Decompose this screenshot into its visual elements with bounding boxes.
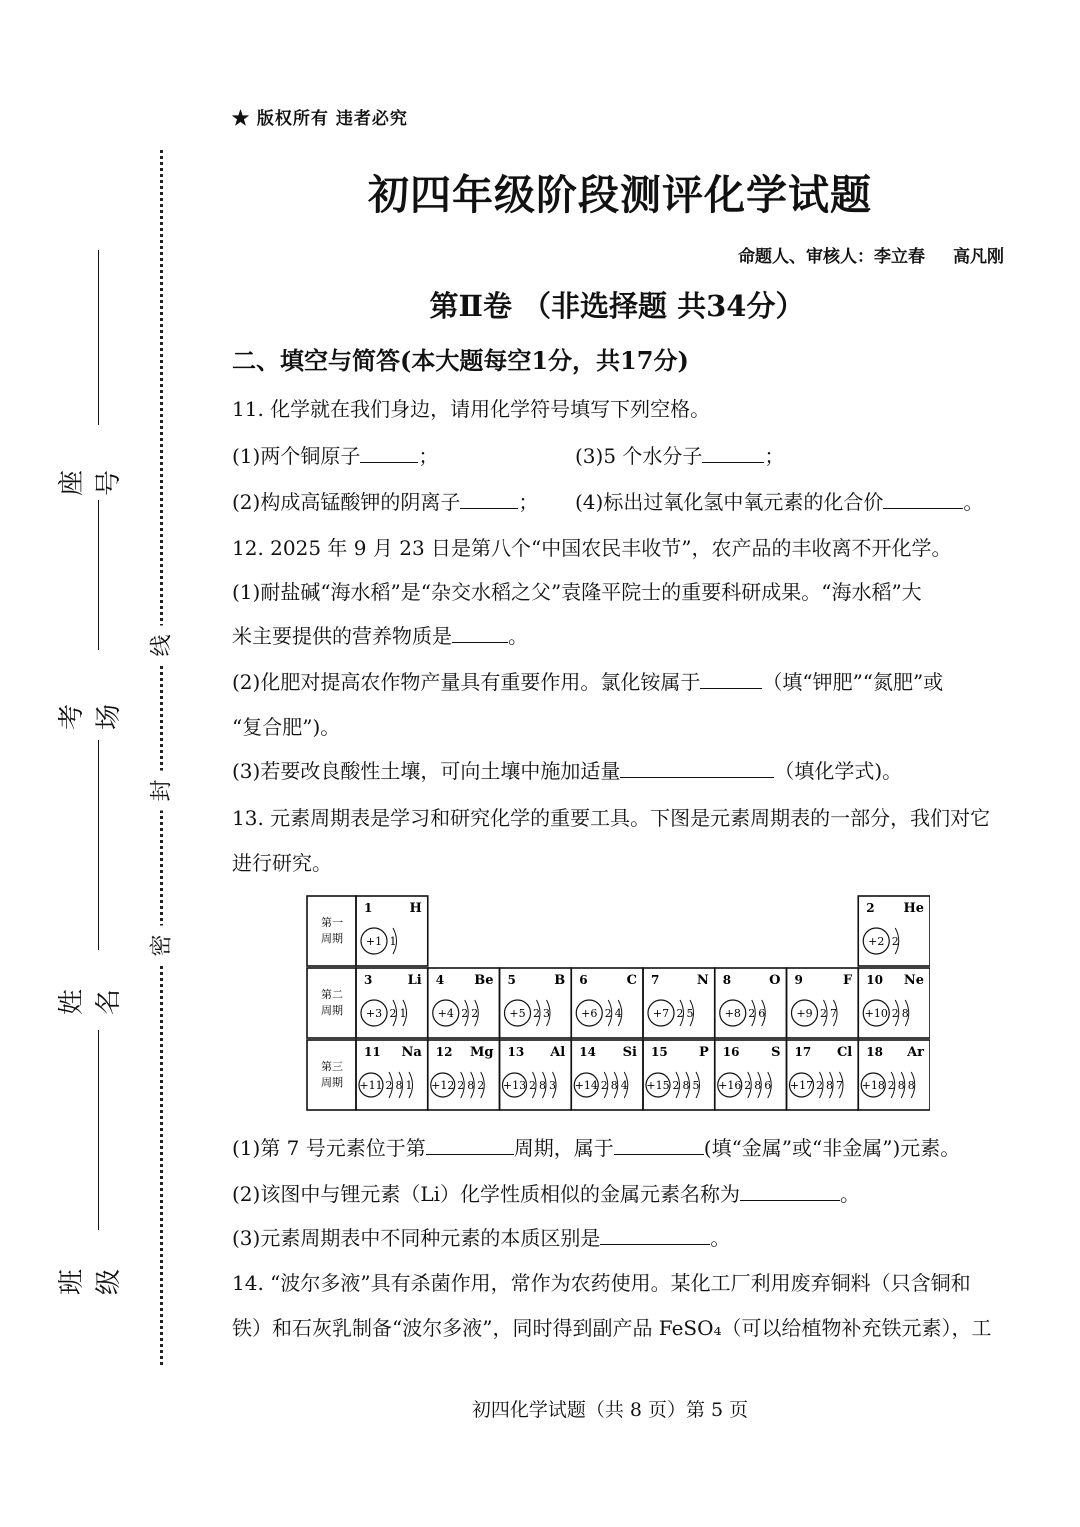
shell-electron-count: 3	[543, 1007, 550, 1020]
shell-electron-count: 2	[820, 1007, 827, 1020]
shell-electron-count: 4	[614, 1007, 622, 1020]
q12-blank2[interactable]	[700, 670, 762, 689]
q13-blank3[interactable]	[600, 1226, 710, 1245]
shell-electron-count: 8	[754, 1079, 762, 1092]
nuclear-charge: +2	[868, 935, 885, 948]
period-label-line1: 第三	[321, 1060, 343, 1073]
shell-electron-count: 3	[549, 1079, 556, 1092]
seal-char-line: 线	[145, 626, 176, 666]
authors	[738, 242, 1004, 267]
shell-electron-count: 2	[604, 1007, 612, 1020]
shell-electron-count: 2	[891, 935, 899, 948]
element-symbol: S	[771, 1045, 781, 1060]
element-symbol: F	[843, 973, 853, 988]
page-footer: 初四化学试题（共 8 页）第 5 页	[471, 1399, 749, 1421]
shell-electron-count: 2	[461, 1007, 469, 1020]
seal-char-secret: 密	[145, 926, 176, 966]
authors-label: 命题人、审核人：李立春	[738, 247, 925, 267]
element-symbol: Ar	[907, 1045, 924, 1060]
shell-electron-count: 2	[600, 1079, 608, 1092]
q11-part2: (2)构成高锰酸钾的阴离子 ；	[232, 490, 539, 514]
atomic-number: 11	[364, 1045, 381, 1059]
q11-part1: (1)两个铜原子 ；	[232, 444, 439, 468]
atomic-number: 12	[435, 1045, 453, 1059]
nuclear-charge: +18	[861, 1079, 885, 1092]
period-label-cell	[307, 896, 356, 966]
shell-electron-count: 1	[389, 935, 397, 948]
period-label-cell	[307, 968, 356, 1038]
class-blank[interactable]	[98, 1030, 99, 1230]
q13-part3: (3)元素周期表中不同种元素的本质区别是 。	[232, 1226, 731, 1250]
nuclear-charge: +14	[574, 1079, 598, 1092]
atomic-number: 18	[866, 1045, 883, 1059]
q14-line2: 铁）和石灰乳制备“波尔多液”，同时得到副产品 FeSO₄（可以给植物补充铁元素），工	[232, 1316, 992, 1340]
q12-stem: 12. 2025 年 9 月 23 日是第八个“中国农民丰收节”，农产品的丰收离不开化学。	[232, 536, 952, 560]
q13-part1: (1)第 7 号元素位于第 周期，属于 (填“金属”或“非金属”)元素。	[232, 1136, 961, 1160]
copyright-notice: ★ 版权所有 违者必究	[232, 109, 408, 129]
element-symbol: O	[769, 973, 781, 988]
element-symbol: Be	[474, 973, 494, 988]
shell-electron-count: 8	[682, 1079, 690, 1092]
q11-blank4[interactable]	[883, 490, 963, 509]
period-label-line2: 周期	[321, 1004, 343, 1017]
nuclear-charge: +13	[502, 1079, 527, 1092]
shell-electron-count: 6	[764, 1079, 772, 1092]
volume-title: 第Ⅱ卷 （非选择题 共34分）	[429, 289, 805, 323]
nuclear-charge: +16	[718, 1079, 742, 1092]
name-label: 姓名	[57, 989, 124, 1016]
shell-electron-count: 8	[826, 1079, 833, 1092]
nuclear-charge: +9	[796, 1007, 813, 1020]
q13-part2: (2)该图中与锂元素（Li）化学性质相似的金属元素名称为 。	[232, 1182, 861, 1206]
element-symbol: P	[698, 1045, 709, 1060]
seal-char-seal: 封	[145, 771, 176, 811]
element-symbol: H	[409, 901, 422, 916]
q12-part2-line1: (2)化肥对提高农作物产量具有重要作用。氯化铵属于 （填“钾肥”“氮肥”或	[232, 670, 944, 694]
atomic-number: 8	[722, 973, 732, 987]
atomic-number: 10	[866, 973, 883, 987]
nuclear-charge: +3	[365, 1007, 383, 1020]
nuclear-charge: +8	[724, 1007, 741, 1020]
nuclear-charge: +10	[864, 1007, 888, 1020]
q11-part4: (4)标出过氧化氢中氧元素的化合价 。	[575, 490, 984, 514]
atomic-number: 1	[364, 901, 373, 915]
shell-electron-count: 2	[477, 1079, 485, 1092]
element-symbol: Si	[622, 1045, 637, 1060]
shell-electron-count: 8	[907, 1079, 915, 1092]
nuclear-charge: +17	[789, 1079, 814, 1092]
atomic-number: 16	[722, 1045, 740, 1059]
authors-second: 高凡刚	[953, 247, 1004, 267]
atomic-number: 15	[651, 1045, 668, 1059]
q13-blank1b[interactable]	[614, 1136, 704, 1155]
q12-part1-line2: 米主要提供的营养物质是 。	[232, 624, 528, 648]
shell-electron-count: 2	[816, 1079, 823, 1092]
period-label-line2: 周期	[321, 1076, 343, 1089]
shell-electron-count: 8	[539, 1079, 546, 1092]
element-symbol: C	[626, 973, 637, 988]
q12-part3: (3)若要改良酸性土壤，可向土壤中施加适量 （填化学式)。	[232, 759, 903, 783]
q12-blank3[interactable]	[620, 759, 774, 778]
nuclear-charge: +1	[365, 935, 383, 948]
nuclear-charge: +12	[431, 1079, 455, 1092]
page-title: 初四年级阶段测评化学试题	[368, 171, 872, 219]
section-title: 二、填空与简答(本大题每空1分，共17分)	[232, 346, 689, 375]
atomic-number: 2	[866, 901, 875, 915]
element-symbol: Al	[550, 1045, 566, 1060]
atomic-number: 7	[651, 973, 660, 987]
shell-electron-count: 6	[758, 1007, 766, 1020]
element-symbol: He	[903, 901, 924, 916]
element-symbol: Ne	[903, 973, 924, 988]
q13-stem-line2: 进行研究。	[232, 851, 332, 875]
shell-electron-count: 2	[887, 1079, 895, 1092]
element-symbol: N	[696, 973, 709, 988]
nuclear-charge: +4	[437, 1007, 454, 1020]
q13-blank2[interactable]	[740, 1182, 840, 1201]
element-symbol: Na	[401, 1045, 422, 1060]
q13-blank1a[interactable]	[426, 1136, 514, 1155]
seat-blank[interactable]	[98, 250, 99, 425]
shell-electron-count: 8	[610, 1079, 618, 1092]
shell-electron-count: 2	[744, 1079, 752, 1092]
shell-electron-count: 4	[620, 1079, 628, 1092]
q11-stem: 11. 化学就在我们身边，请用化学符号填写下列空格。	[232, 397, 711, 421]
atomic-number: 9	[794, 973, 803, 987]
period-label-cell	[307, 1040, 356, 1110]
q11-blank1[interactable]	[360, 444, 418, 463]
atomic-number: 17	[794, 1045, 812, 1059]
nuclear-charge: +6	[581, 1007, 598, 1020]
periodic-table	[306, 895, 930, 1111]
name-blank[interactable]	[98, 740, 99, 950]
period-label-line1: 第一	[321, 916, 343, 929]
shell-electron-count: 1	[399, 1007, 407, 1020]
atomic-number: 4	[435, 973, 445, 987]
shell-electron-count: 2	[672, 1079, 680, 1092]
q12-part2-line2: “复合肥”)。	[232, 715, 341, 739]
room-label: 考场	[57, 704, 124, 731]
shell-electron-count: 2	[748, 1007, 756, 1020]
shell-electron-count: 8	[901, 1007, 909, 1020]
period-label-line1: 第二	[321, 988, 343, 1001]
shell-electron-count: 8	[897, 1079, 905, 1092]
period-label-line2: 周期	[321, 932, 343, 945]
element-symbol: Mg	[470, 1045, 494, 1060]
nuclear-charge: +7	[652, 1007, 670, 1020]
atomic-number: 5	[507, 973, 516, 987]
nuclear-charge: +11	[359, 1079, 383, 1092]
shell-electron-count: 2	[529, 1079, 536, 1092]
shell-electron-count: 2	[676, 1007, 684, 1020]
atomic-number: 6	[579, 973, 588, 987]
shell-electron-count: 7	[836, 1079, 843, 1092]
atomic-number: 13	[507, 1045, 525, 1059]
shell-electron-count: 8	[467, 1079, 475, 1092]
shell-electron-count: 5	[692, 1079, 700, 1092]
shell-electron-count: 7	[830, 1007, 837, 1020]
seal-dotted-line	[160, 150, 163, 1365]
shell-electron-count: 2	[891, 1007, 899, 1020]
q13-stem-line1: 13. 元素周期表是学习和研究化学的重要工具。下图是元素周期表的一部分，我们对它	[232, 806, 991, 830]
shell-electron-count: 5	[686, 1007, 694, 1020]
nuclear-charge: +15	[646, 1079, 670, 1092]
atomic-number: 3	[364, 973, 373, 987]
room-blank[interactable]	[98, 500, 99, 650]
q11-blank3[interactable]	[702, 444, 764, 463]
q11-blank2[interactable]	[460, 490, 518, 509]
shell-electron-count: 2	[385, 1079, 393, 1092]
class-label: 班级	[57, 1269, 124, 1296]
shell-electron-count: 2	[533, 1007, 540, 1020]
shell-electron-count: 2	[457, 1079, 465, 1092]
element-symbol: Li	[407, 973, 422, 988]
shell-electron-count: 2	[389, 1007, 397, 1020]
shell-electron-count: 2	[471, 1007, 479, 1020]
shell-electron-count: 1	[405, 1079, 413, 1092]
shell-electron-count: 8	[395, 1079, 403, 1092]
q12-part1-line1: (1)耐盐碱“海水稻”是“杂交水稻之父”袁隆平院士的重要科研成果。“海水稻”大	[232, 580, 922, 604]
seat-label: 座号	[57, 470, 124, 497]
nuclear-charge: +5	[509, 1007, 526, 1020]
q12-blank1[interactable]	[452, 624, 508, 643]
atomic-number: 14	[579, 1045, 596, 1059]
element-symbol: Cl	[836, 1045, 853, 1060]
element-symbol: B	[554, 973, 566, 988]
q11-part3: (3)5 个水分子 ；	[575, 444, 785, 468]
q14-line1: 14. “波尔多液”具有杀菌作用，常作为农药使用。某化工厂利用废弃铜料（只含铜和	[232, 1271, 971, 1295]
